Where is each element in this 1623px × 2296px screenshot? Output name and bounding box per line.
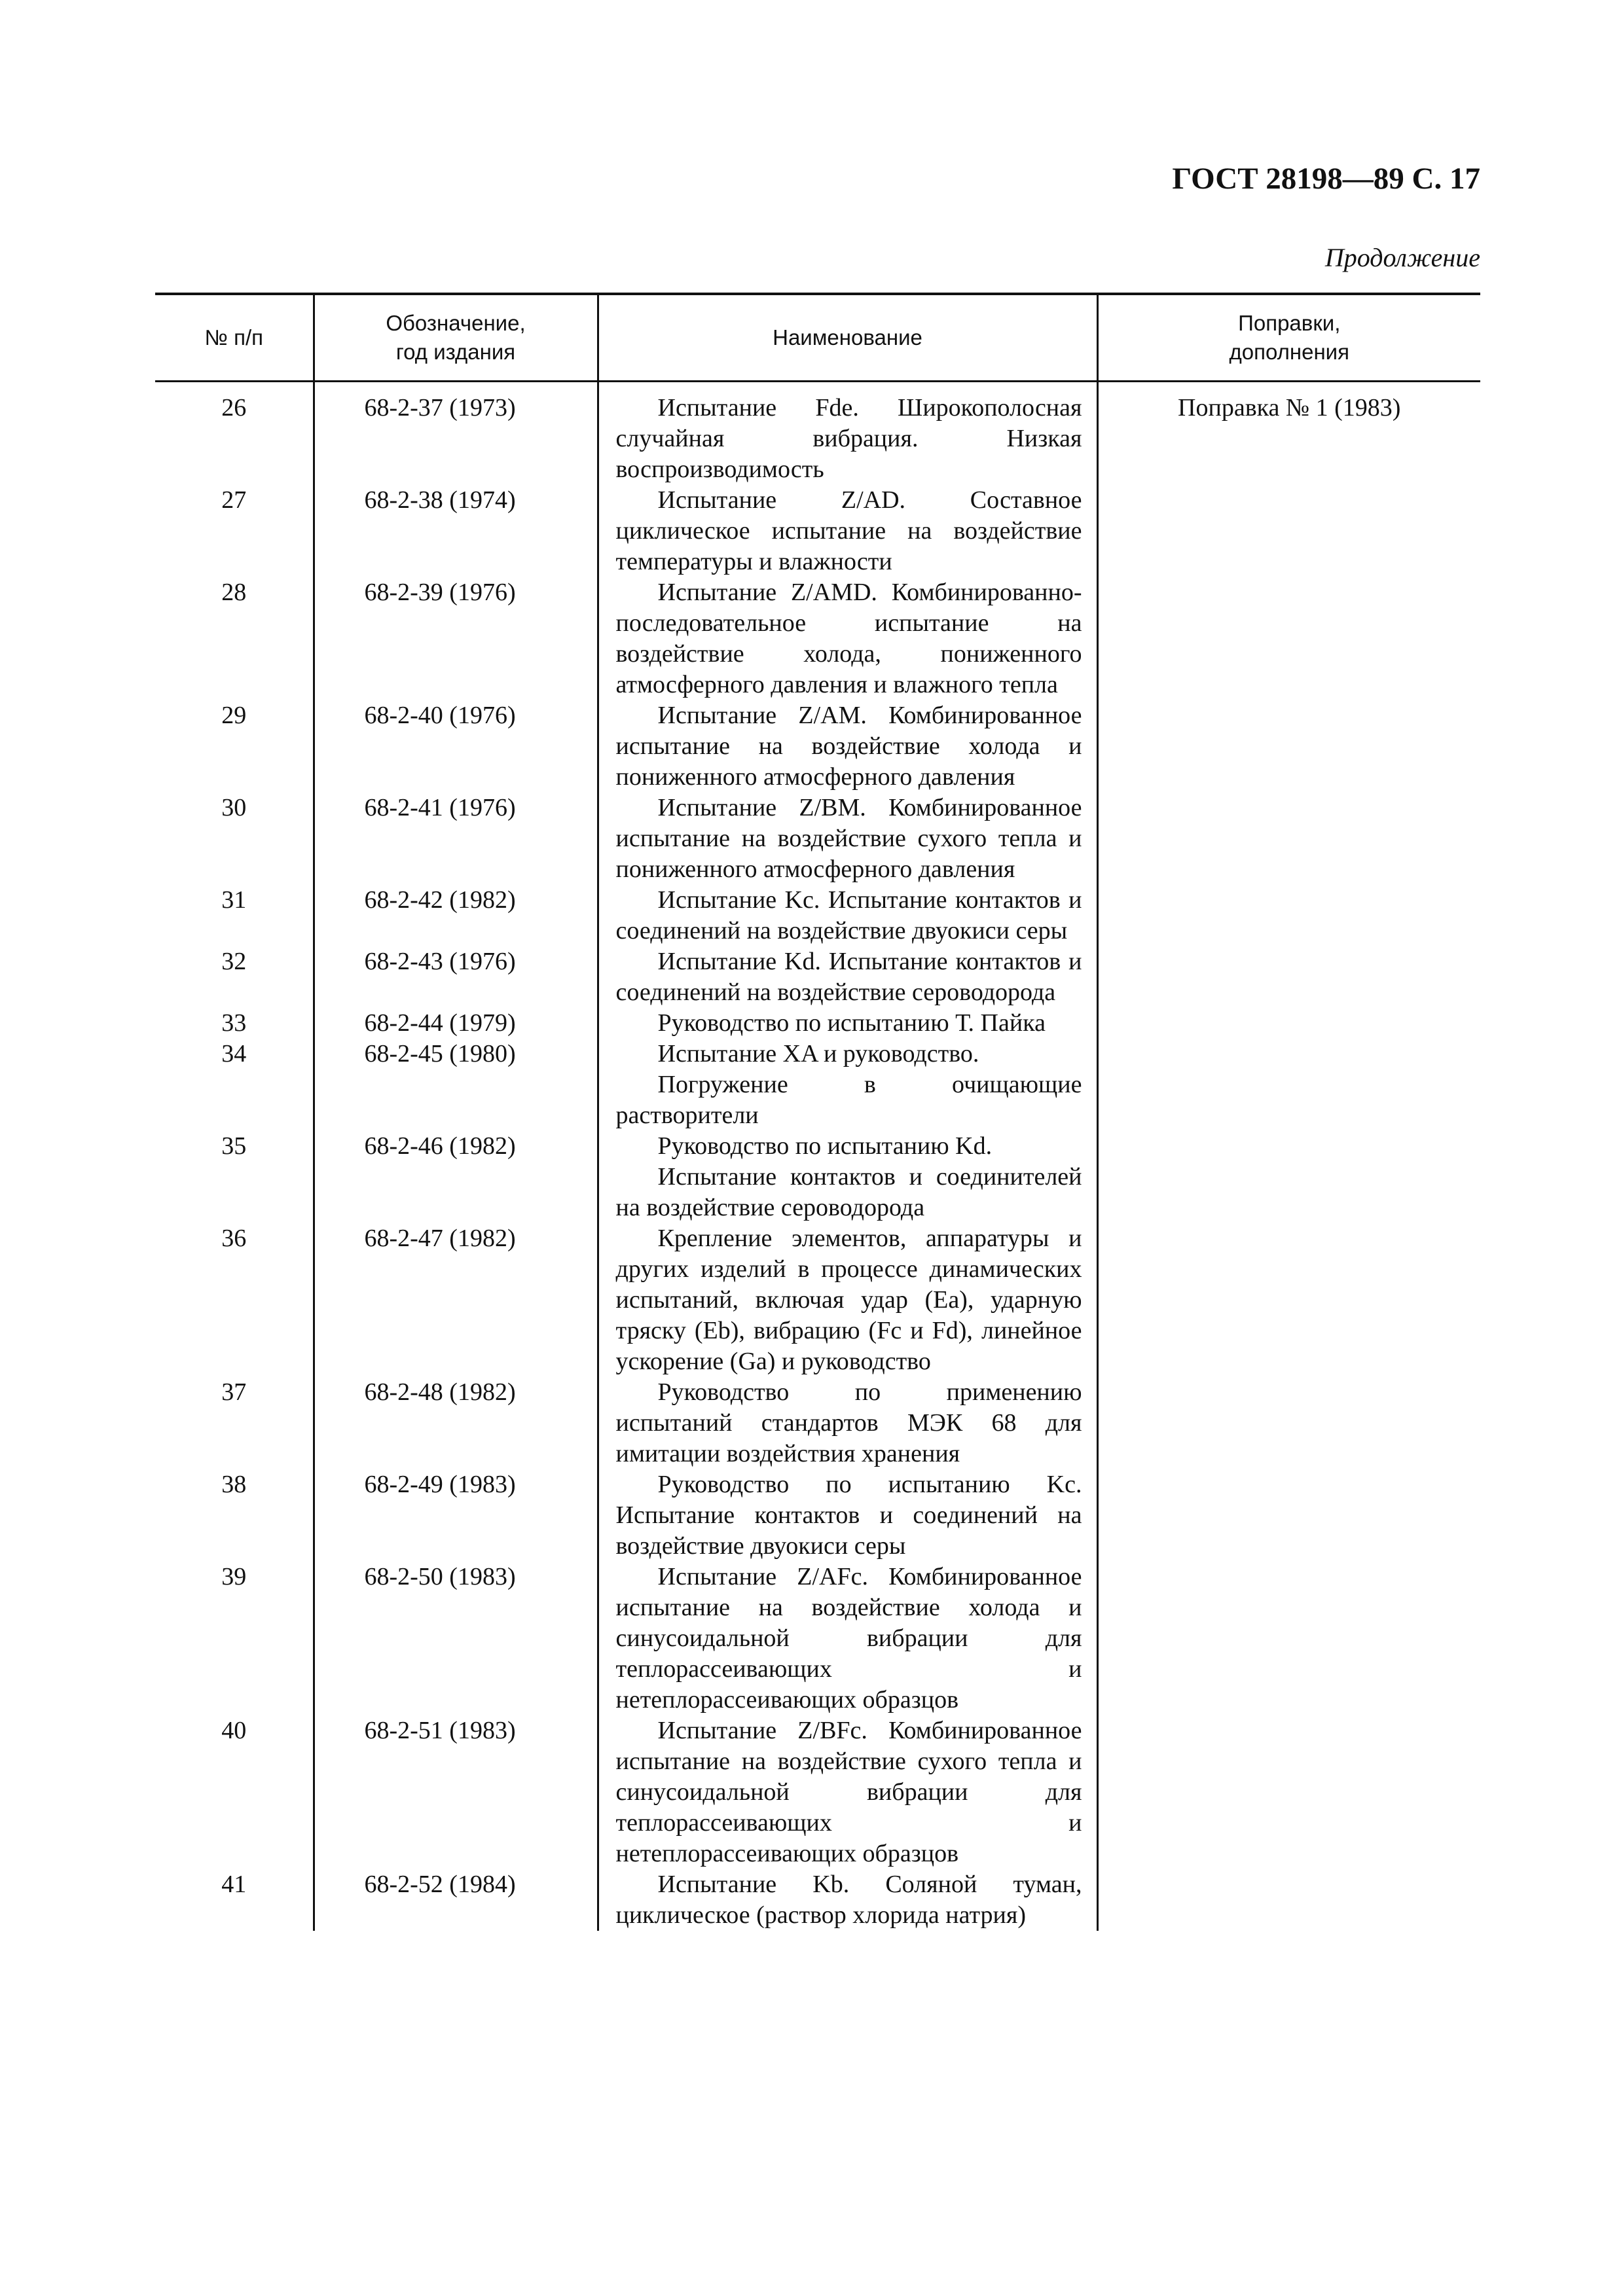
column-header-name: Наименование bbox=[598, 294, 1097, 382]
row-designation: 68-2-46 (1982) bbox=[314, 1131, 598, 1223]
row-number: 32 bbox=[221, 948, 247, 975]
row-corrections bbox=[1097, 1131, 1480, 1223]
row-name-text: Руководство по испытанию Kd. bbox=[657, 1132, 993, 1160]
row-name bbox=[598, 1131, 1097, 1223]
row-name bbox=[598, 1377, 1097, 1469]
table-row bbox=[155, 793, 1480, 885]
row-designation: 68-2-45 (1980) bbox=[314, 1039, 598, 1131]
row-name-text: Крепление элементов, аппаратуры и других изделий в процессе динамических испытаний, включая удар (Ea), ударную тряску (Eb), вибрацию (Fc и Fd), линейное ускорение (Ga) и руководство bbox=[615, 1225, 1082, 1375]
row-corrections bbox=[1097, 1469, 1480, 1562]
row-name bbox=[598, 1223, 1097, 1377]
row-number: 41 bbox=[221, 1871, 247, 1898]
column-header-number: № п/п bbox=[155, 294, 314, 382]
row-corrections bbox=[1097, 577, 1480, 700]
continuation-label: Продолжение bbox=[1324, 243, 1480, 272]
row-designation: 68-2-40 (1976) bbox=[314, 700, 598, 793]
row-name bbox=[598, 1008, 1097, 1039]
row-corrections bbox=[1097, 885, 1480, 946]
row-name-text: Испытание Z/BFc. Комбинированное испытание на воздействие сухого тепла и синусоидальной вибрации для теплорассеивающих и нетеплорассеивающих образцов bbox=[615, 1717, 1082, 1867]
row-name-text: Испытание Kb. Соляной туман, циклическое (раствор хлорида натрия) bbox=[615, 1871, 1082, 1929]
row-number: 30 bbox=[221, 794, 247, 821]
row-name-text: Испытание Z/BM. Комбинированное испытание на воздействие сухого тепла и пониженного атмосферного давления bbox=[615, 794, 1082, 883]
row-number: 37 bbox=[221, 1378, 247, 1406]
row-designation: 68-2-39 (1976) bbox=[314, 577, 598, 700]
page-header: ГОСТ 28198—89 С. 17 bbox=[1172, 162, 1480, 196]
table-row bbox=[155, 1223, 1480, 1377]
table-row bbox=[155, 946, 1480, 1008]
row-name-text: Испытание XA и руководство. bbox=[657, 1040, 979, 1067]
row-number: 31 bbox=[221, 886, 247, 914]
row-name-text: Испытание Z/AD. Составное циклическое испытание на воздействие температуры и влажности bbox=[615, 486, 1082, 575]
column-header-corrections bbox=[1097, 294, 1480, 382]
row-name bbox=[598, 946, 1097, 1008]
row-designation: 68-2-49 (1983) bbox=[314, 1469, 598, 1562]
table-row bbox=[155, 700, 1480, 793]
row-number: 28 bbox=[221, 579, 247, 606]
row-name-text: Испытание Fde. Широкополосная случайная вибрация. Низкая воспроизводимость bbox=[615, 394, 1082, 483]
row-designation: 68-2-42 (1982) bbox=[314, 885, 598, 946]
row-name-text: Руководство по испытанию Т. Пайка bbox=[657, 1009, 1046, 1037]
row-number: 26 bbox=[221, 394, 247, 422]
row-name-text: Испытание Z/AFc. Комбинированное испытание на воздействие холода и синусоидальной вибрации для теплорассеивающих и нетеплорассеивающих образцов bbox=[615, 1563, 1082, 1713]
row-name bbox=[598, 382, 1097, 486]
row-name bbox=[598, 1469, 1097, 1562]
row-number: 27 bbox=[221, 486, 247, 514]
row-name-text: Руководство по испытанию Kc. Испытание контактов и соединений на воздействие двуокиси серы bbox=[615, 1471, 1082, 1560]
table-row bbox=[155, 1008, 1480, 1039]
row-name bbox=[598, 1562, 1097, 1715]
row-designation: 68-2-51 (1983) bbox=[314, 1715, 598, 1869]
row-number: 34 bbox=[221, 1040, 247, 1067]
table-row bbox=[155, 1469, 1480, 1562]
table-row bbox=[155, 1039, 1480, 1131]
table-row bbox=[155, 1715, 1480, 1869]
row-designation: 68-2-50 (1983) bbox=[314, 1562, 598, 1715]
row-corrections bbox=[1097, 700, 1480, 793]
row-number: 35 bbox=[221, 1132, 247, 1160]
row-designation: 68-2-38 (1974) bbox=[314, 485, 598, 577]
table-row bbox=[155, 1377, 1480, 1469]
row-corrections: Поправка № 1 (1983) bbox=[1097, 382, 1480, 486]
table-row bbox=[155, 1869, 1480, 1931]
table-row bbox=[155, 1562, 1480, 1715]
table-header-row bbox=[155, 294, 1480, 382]
row-name-text: Испытание Z/AM. Комбинированное испытание на воздействие холода и пониженного атмосферного давления bbox=[615, 702, 1082, 791]
row-name-continuation: Погружение в очищающие растворители bbox=[615, 1071, 1082, 1129]
row-corrections bbox=[1097, 1715, 1480, 1869]
table-row bbox=[155, 885, 1480, 946]
row-corrections bbox=[1097, 1562, 1480, 1715]
row-designation: 68-2-37 (1973) bbox=[314, 382, 598, 486]
row-name bbox=[598, 700, 1097, 793]
row-name-text: Руководство по применению испытаний стандартов МЭК 68 для имитации воздействия хранения bbox=[615, 1378, 1082, 1467]
row-number: 36 bbox=[221, 1225, 247, 1252]
row-name bbox=[598, 1869, 1097, 1931]
row-designation: 68-2-44 (1979) bbox=[314, 1008, 598, 1039]
standards-table bbox=[155, 293, 1480, 1931]
row-number: 29 bbox=[221, 702, 247, 729]
column-header-designation bbox=[314, 294, 598, 382]
row-number: 40 bbox=[221, 1717, 247, 1744]
row-name bbox=[598, 485, 1097, 577]
row-corrections bbox=[1097, 1223, 1480, 1377]
row-name-text: Испытание Kd. Испытание контактов и соединений на воздействие сероводорода bbox=[615, 948, 1082, 1006]
row-name bbox=[598, 793, 1097, 885]
row-name-text: Испытание Z/AMD. Комбинированно-последовательное испытание на воздействие холода, пониженного атмосферного давления и влажного тепла bbox=[615, 579, 1082, 698]
table-row bbox=[155, 382, 1480, 486]
row-designation: 68-2-47 (1982) bbox=[314, 1223, 598, 1377]
row-designation: 68-2-52 (1984) bbox=[314, 1869, 598, 1931]
row-name-continuation: Испытание контактов и соединителей на воздействие сероводорода bbox=[615, 1163, 1082, 1221]
row-name bbox=[598, 577, 1097, 700]
table-row bbox=[155, 485, 1480, 577]
row-corrections bbox=[1097, 1377, 1480, 1469]
row-name-text: Испытание Kc. Испытание контактов и соединений на воздействие двуокиси серы bbox=[615, 886, 1082, 944]
row-corrections bbox=[1097, 1008, 1480, 1039]
row-name bbox=[598, 1715, 1097, 1869]
row-corrections bbox=[1097, 485, 1480, 577]
table-row bbox=[155, 577, 1480, 700]
row-corrections bbox=[1097, 793, 1480, 885]
row-number: 38 bbox=[221, 1471, 247, 1498]
row-name bbox=[598, 885, 1097, 946]
row-designation: 68-2-48 (1982) bbox=[314, 1377, 598, 1469]
row-corrections bbox=[1097, 1869, 1480, 1931]
row-corrections bbox=[1097, 946, 1480, 1008]
column-header-designation-text: Обозначение, год издания bbox=[386, 311, 526, 364]
row-number: 39 bbox=[221, 1563, 247, 1590]
row-name bbox=[598, 1039, 1097, 1131]
column-header-corrections-text: Поправки, дополнения bbox=[1229, 311, 1349, 364]
row-corrections bbox=[1097, 1039, 1480, 1131]
table-row bbox=[155, 1131, 1480, 1223]
row-designation: 68-2-41 (1976) bbox=[314, 793, 598, 885]
row-number: 33 bbox=[221, 1009, 247, 1037]
row-designation: 68-2-43 (1976) bbox=[314, 946, 598, 1008]
